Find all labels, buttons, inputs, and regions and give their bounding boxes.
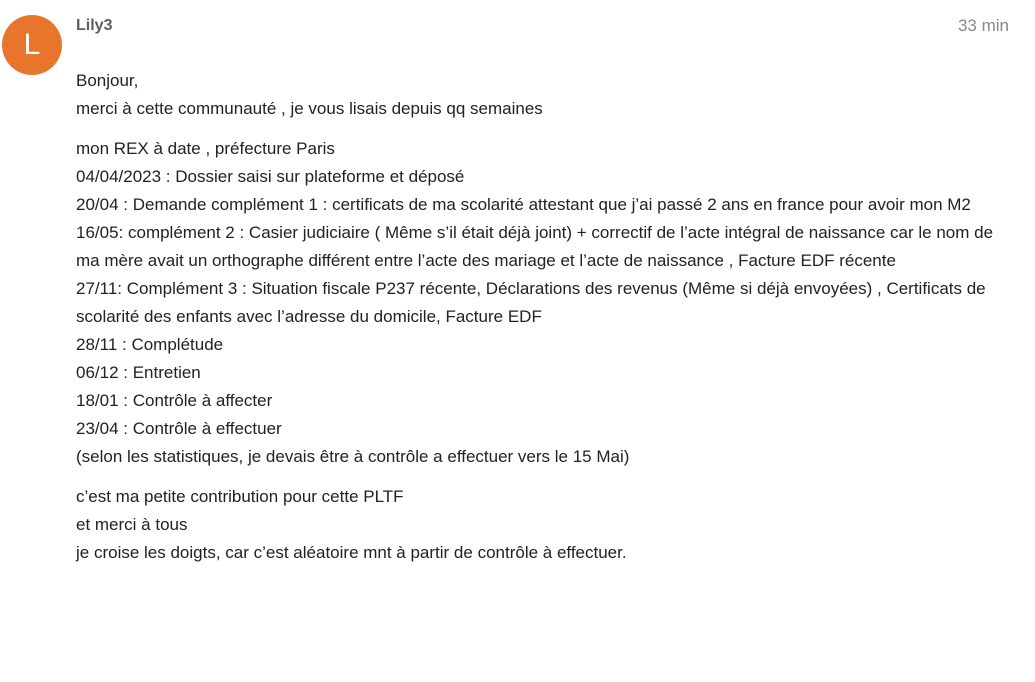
text-line: 18/01 : Contrôle à affecter bbox=[76, 391, 273, 410]
text-line: 16/05: complément 2 : Casier judiciaire ( Même s’il était déjà joint) + correctif de l’acte intégral de naissance car le nom de ma mère avait un orthographe différent entre l’acte des mariage et l’acte de naissance , Facture EDF récente bbox=[76, 223, 994, 270]
paragraph-closing bbox=[76, 483, 1006, 567]
text-line: 04/04/2023 : Dossier saisi sur plateforme et déposé bbox=[76, 167, 465, 186]
paragraph-greeting bbox=[76, 67, 1006, 123]
avatar[interactable] bbox=[2, 15, 62, 75]
text-line: et merci à tous bbox=[76, 515, 188, 534]
post-body bbox=[76, 67, 1006, 579]
text-line: Bonjour, bbox=[76, 71, 139, 90]
paragraph-timeline bbox=[76, 135, 1006, 471]
text-line: 28/11 : Complétude bbox=[76, 335, 224, 354]
text-line: 06/12 : Entretien bbox=[76, 363, 201, 382]
post-timestamp[interactable]: 33 min bbox=[957, 16, 1009, 35]
text-line: merci à cette communauté , je vous lisais depuis qq semaines bbox=[76, 99, 543, 118]
avatar-letter: L bbox=[23, 28, 41, 61]
author-name[interactable]: Lily3 bbox=[76, 17, 113, 34]
text-line: 23/04 : Contrôle à effectuer bbox=[76, 419, 282, 438]
text-line: (selon les statistiques, je devais être à contrôle a effectuer vers le 15 Mai) bbox=[76, 447, 630, 466]
text-line: 20/04 : Demande complément 1 : certificats de ma scolarité attestant que j’ai passé 2 ans en france pour avoir mon M2 bbox=[76, 195, 971, 214]
text-line: c’est ma petite contribution pour cette PLTF bbox=[76, 487, 404, 506]
text-line: mon REX à date , préfecture Paris bbox=[76, 139, 335, 158]
text-line: je croise les doigts, car c’est aléatoire mnt à partir de contrôle à effectuer. bbox=[76, 543, 627, 562]
text-line: 27/11: Complément 3 : Situation fiscale P237 récente, Déclarations des revenus (Même si déjà envoyées) , Certificats de scolarité des enfants avec l’adresse du domicile, Facture EDF bbox=[76, 279, 986, 326]
